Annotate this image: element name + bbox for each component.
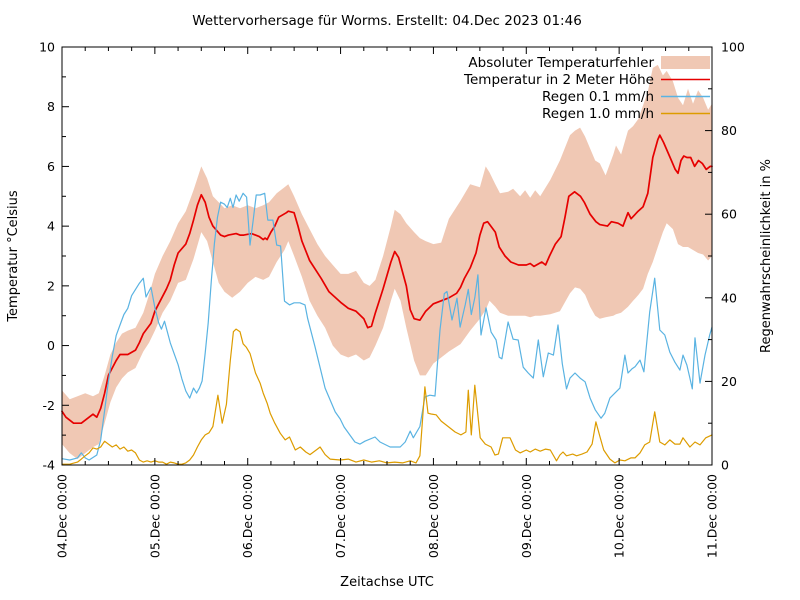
y-left-tick-label: -4 (42, 457, 55, 473)
y-right-tick-label: 60 (721, 206, 737, 222)
x-tick-label: 06.Dec 00:00 (240, 474, 256, 559)
y-right-tick-label: 20 (721, 373, 737, 389)
x-tick-label: 10.Dec 00:00 (611, 474, 627, 559)
y-left-tick-label: 6 (47, 158, 55, 174)
x-axis-label: Zeitachse UTC (340, 575, 434, 590)
x-tick-label: 04.Dec 00:00 (54, 474, 70, 559)
y-left-tick-label: -2 (42, 397, 55, 413)
x-tick-label: 05.Dec 00:00 (147, 474, 163, 559)
y-left-axis-label: Temperatur °Celsius (6, 190, 21, 322)
y-right-tick-label: 40 (721, 290, 737, 306)
legend-item-label: Regen 1.0 mm/h (542, 106, 654, 122)
x-tick-label: 08.Dec 00:00 (425, 474, 441, 559)
y-right-tick-label: 100 (721, 39, 745, 55)
legend-item-label: Absoluter Temperaturfehler (468, 55, 654, 71)
x-tick-label: 09.Dec 00:00 (518, 474, 534, 559)
series-temperature-error-band (62, 65, 712, 459)
chart-title: Wettervorhersage für Worms. Erstellt: 04.Dec 2023 01:46 (192, 13, 582, 29)
legend-item (468, 55, 710, 71)
legend-item-label: Temperatur in 2 Meter Höhe (464, 72, 654, 88)
y-left-tick-label: 0 (47, 338, 55, 354)
y-right-tick-label: 0 (721, 457, 729, 473)
y-left-tick-label: 8 (47, 99, 55, 115)
x-tick-label: 11.Dec 00:00 (704, 474, 720, 559)
y-left-tick-label: 4 (47, 218, 55, 234)
legend-item-label: Regen 0.1 mm/h (542, 89, 654, 105)
y-left-tick-label: 10 (39, 39, 55, 55)
y-right-axis-label: Regenwahrscheinlichkeit in % (759, 159, 774, 353)
y-right-tick-label: 80 (721, 123, 737, 139)
temperature-error-band (62, 65, 712, 459)
series-line-regen-1-0-mm-h (62, 329, 712, 464)
y-left-tick-label: 2 (47, 278, 55, 294)
legend-band-swatch (661, 56, 710, 69)
x-tick-label: 07.Dec 00:00 (333, 474, 349, 559)
